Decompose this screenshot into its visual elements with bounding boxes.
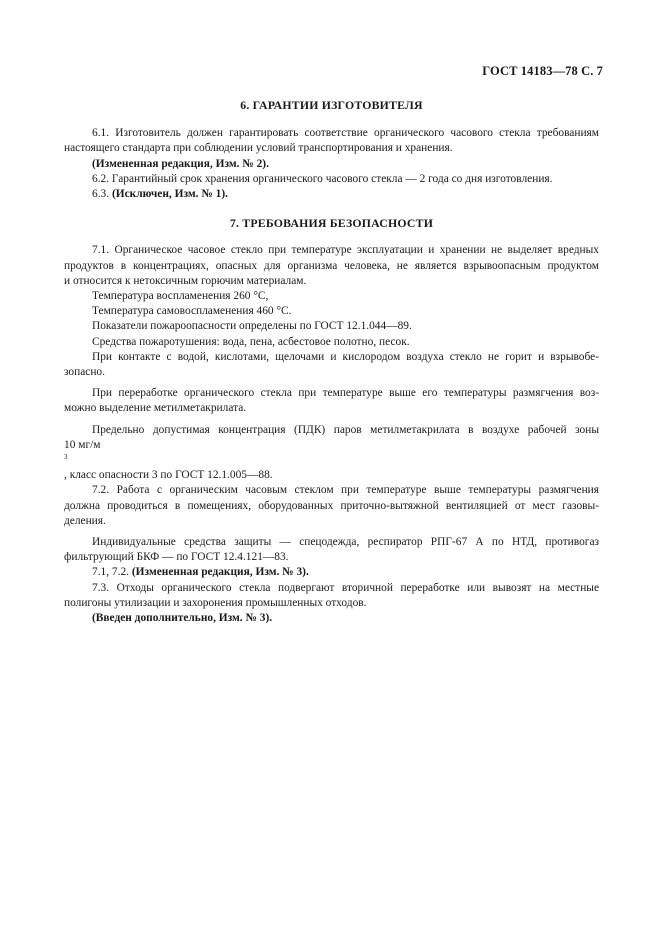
paragraph-6-1-line-1: 6.1. Изготовитель должен гарантировать соответствие органического часового стекла требованиям (92, 127, 599, 140)
document-body (64, 98, 599, 626)
paragraph-7-2-line-1: 7.2. Работа с органическим часовым стеклом при температуре выше температуры размягчения (92, 484, 599, 497)
mac-value: 10 мг/м (64, 438, 101, 451)
amendment-note-7-1-7-2-number: 7.1, 7.2. (92, 566, 132, 579)
paragraph-7-3-line-1: 7.3. Отходы органического стекла подвергают вторичной переработке или вывозят на местные (92, 581, 599, 594)
page-header: ГОСТ 14183—78 С. 7 (482, 64, 603, 78)
paragraph-7-3 (64, 581, 599, 611)
processing-line-2: можно выделение метилметакрилата. (64, 402, 247, 415)
paragraph-7-1-line-2: продуктов в концентрациях, опасных для организма человека, не является взрывоопасным продуктом (64, 259, 599, 272)
autoignition-text: Температура самовоспламенения 460 °С. (92, 305, 292, 318)
processing-paragraph (64, 386, 599, 416)
paragraph-7-2-line-3: деления. (64, 514, 106, 527)
amendment-note-7-1-7-2-text: (Измененная редакция, Изм. № 3). (131, 566, 309, 579)
ppe-line-1: Индивидуальные средства защиты — спецодежда, респиратор РПГ-67 А по НТД, противогаз (92, 536, 599, 549)
mac-unit-superscript: 3 (64, 453, 68, 462)
paragraph-6-3-note: (Исключен, Изм. № 1). (111, 188, 228, 201)
section-7-title: 7. ТРЕБОВАНИЯ БЕЗОПАСНОСТИ (229, 216, 434, 231)
paragraph-6-2: 6.2. Гарантийный срок хранения органического часового стекла — 2 года со дня изготовления. (92, 172, 553, 185)
flash-point-text: Температура воспламенения 260 °С, (92, 290, 269, 303)
amendment-note-7-3: (Введен дополнительно, Изм. № 3). (92, 612, 273, 625)
mac-line-2 (64, 438, 599, 484)
extinguishing-media-text: Средства пожаротушения: вода, пена, асбестовое полотно, песок. (92, 335, 410, 348)
paragraph-7-1-line-3: и относится к нетоксичным горючим материалам. (64, 274, 307, 287)
paragraph-7-1-line-1: 7.1. Органическое часовое стекло при температуре эксплуатации и хранении не выделяет вредных (92, 244, 599, 257)
mac-line-1: Предельно допустимая концентрация (ПДК) паров метилметакрилата в воздухе рабочей зоны (92, 423, 599, 436)
processing-line-1: При переработке органического стекла при температуре выше его температуры размягчения воз- (92, 387, 599, 400)
paragraph-6-1 (64, 126, 599, 156)
paragraph-6-3-number: 6.3. (92, 188, 112, 201)
paragraph-7-1 (64, 243, 599, 289)
paragraph-7-3-line-2: полигоны утилизации и захоронения промышленных отходов. (64, 596, 367, 609)
amendment-note-7-1-7-2 (64, 565, 599, 580)
contact-line-1: При контакте с водой, кислотами, щелочами и кислородом воздуха стекло не горит и взрывобе- (92, 350, 599, 363)
ppe-paragraph (64, 535, 599, 565)
mac-hazard-class: , класс опасности 3 по ГОСТ 12.1.005—88. (64, 469, 273, 482)
contact-paragraph (64, 350, 599, 380)
ppe-line-2: фильтрующий БКФ — по ГОСТ 12.4.121—83. (64, 551, 289, 564)
section-6-title: 6. ГАРАНТИИ ИЗГОТОВИТЕЛЯ (240, 98, 423, 112)
paragraph-7-2 (64, 483, 599, 529)
amendment-note-6-1: (Измененная редакция, Изм. № 2). (92, 157, 269, 170)
paragraph-6-3 (64, 187, 599, 202)
mac-paragraph (64, 423, 599, 484)
paragraph-7-2-line-2: должна проводиться в помещениях, оборудованных приточно-вытяжной вентиляцией от мест газовы- (64, 499, 599, 512)
fire-hazard-text: Показатели пожароопасности определены по ГОСТ 12.1.044—89. (92, 320, 412, 333)
paragraph-6-1-line-2: настоящего стандарта при соблюдении условий транспортирования и хранения. (64, 142, 453, 155)
contact-line-2: зопасно. (64, 366, 105, 379)
